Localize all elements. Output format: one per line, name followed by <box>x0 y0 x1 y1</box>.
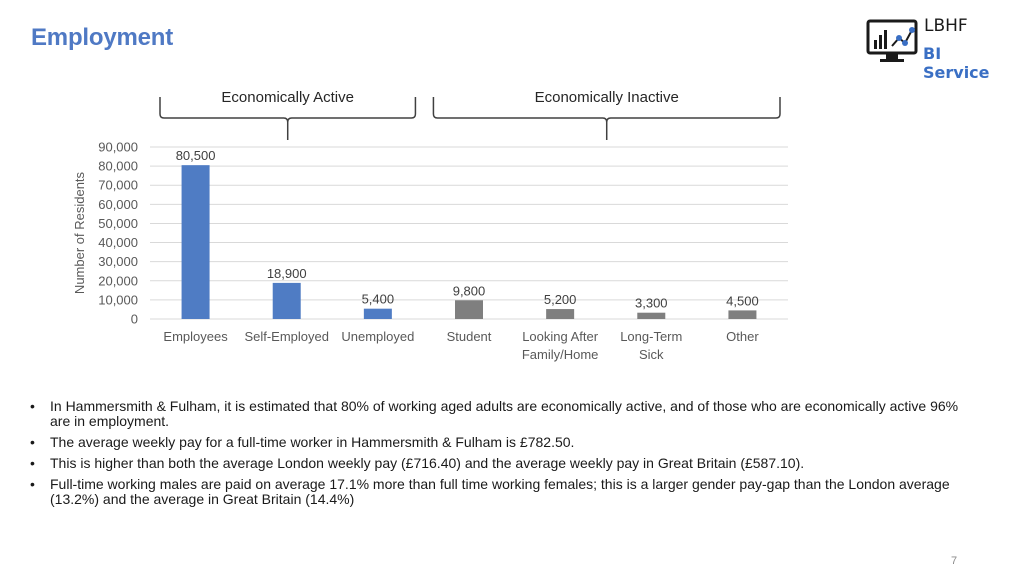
bullet-item: • In Hammersmith & Fulham, it is estimated that 80% of working aged adults are economically active, and of those who are economically active 96% are in employment. <box>30 399 980 429</box>
y-tick-label: 20,000 <box>98 273 138 289</box>
y-tick-label: 0 <box>130 311 138 327</box>
x-tick-label: Other <box>726 329 759 344</box>
monitor-chart-icon <box>866 18 920 64</box>
bar <box>546 309 574 319</box>
bullet-item: • This is higher than both the average London weekly pay (£716.40) and the average weekly pay in Great Britain (£587.10). <box>30 456 980 471</box>
data-label: 5,400 <box>361 291 395 307</box>
y-axis-label: Number of Residents <box>72 171 87 295</box>
y-tick-label: 70,000 <box>98 177 138 193</box>
group-label: Economically Inactive <box>534 89 679 106</box>
bar <box>455 300 483 319</box>
bullet-item: • The average weekly pay for a full-time worker in Hammersmith & Fulham is £782.50. <box>30 435 980 450</box>
x-tick-label: Self-Employed <box>244 329 329 344</box>
y-tick-label: 10,000 <box>98 292 138 308</box>
y-tick-label: 60,000 <box>98 196 138 212</box>
y-tick-label: 50,000 <box>98 215 138 231</box>
group-label: Economically Active <box>221 89 354 106</box>
x-tick-label: Long-Term <box>620 329 683 344</box>
x-tick-label: Student <box>446 329 492 344</box>
data-label: 3,300 <box>635 295 668 311</box>
bullet-list <box>30 399 980 513</box>
data-label: 80,500 <box>175 148 216 164</box>
bullet-item: • Full-time working males are paid on average 17.1% more than full time working females; this is a larger gender pay-gap than the London average (13.2%) and the average in Great Britain (14.4%) <box>30 477 980 507</box>
data-label: 18,900 <box>266 265 307 281</box>
data-label: 4,500 <box>726 293 759 309</box>
x-tick-label: Sick <box>639 347 664 362</box>
page-number: 7 <box>951 555 958 567</box>
logo-text-bi-service: BI Service <box>923 44 990 82</box>
x-tick-label: Family/Home <box>521 347 599 362</box>
y-tick-label: 30,000 <box>98 254 138 270</box>
logo <box>866 14 1012 82</box>
y-tick-label: 80,000 <box>98 158 138 174</box>
y-tick-label: 90,000 <box>98 139 138 155</box>
x-tick-label: Looking After <box>522 329 599 344</box>
bar <box>273 283 301 319</box>
bar <box>364 309 392 319</box>
data-label: 9,800 <box>452 283 486 299</box>
x-tick-label: Employees <box>163 329 228 344</box>
logo-text-lbhf: LBHF <box>924 16 968 36</box>
x-tick-label: Unemployed <box>341 329 415 344</box>
page-title: Employment <box>31 24 174 51</box>
bar <box>182 165 210 319</box>
bar <box>637 313 665 319</box>
bar <box>728 310 756 319</box>
employment-bar-chart <box>70 82 800 372</box>
y-tick-label: 40,000 <box>98 235 138 251</box>
data-label: 5,200 <box>543 292 577 308</box>
